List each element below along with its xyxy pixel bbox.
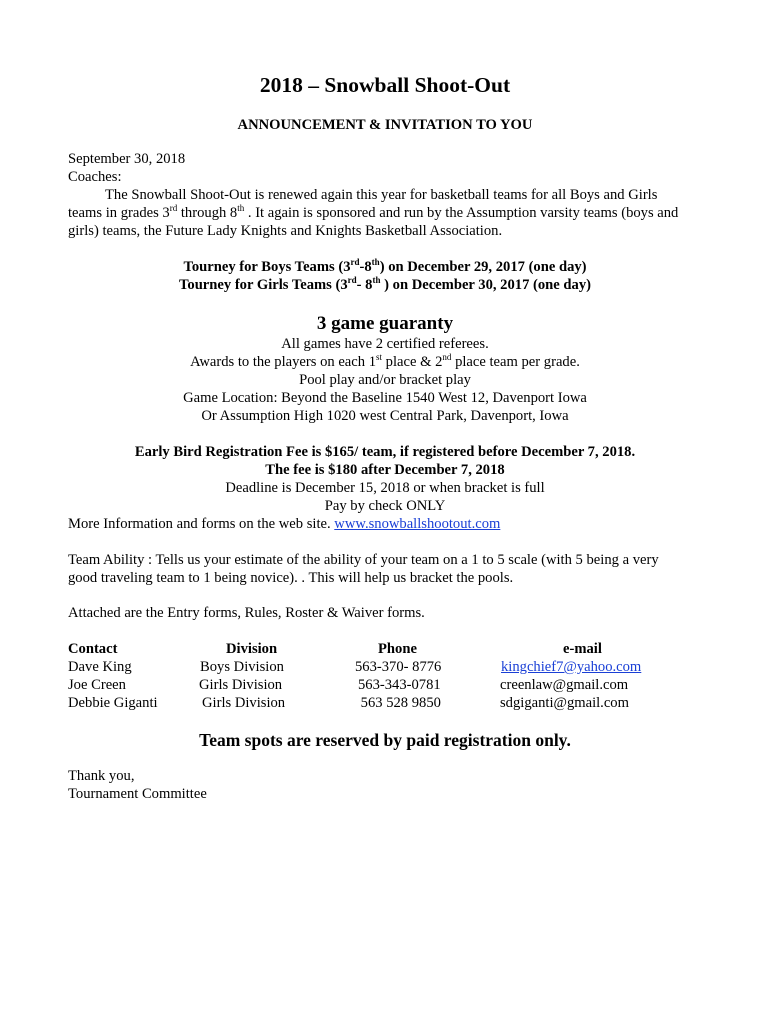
closing-signature: Tournament Committee (68, 786, 207, 802)
intro-line-3: girls) teams, the Future Lady Knights and Knights Basketball Association. (68, 223, 503, 239)
registration-deadline: Deadline is December 15, 2018 or when bracket is full (225, 480, 545, 496)
contact-phone: 563-370- 8776 (355, 659, 442, 675)
contact-division: Boys Division (200, 659, 284, 675)
attached-forms: Attached are the Entry forms, Rules, Roster & Waiver forms. (68, 605, 425, 621)
website-link[interactable]: www.snowballshootout.com (334, 516, 501, 532)
page-subtitle: ANNOUNCEMENT & INVITATION TO YOU (237, 117, 533, 133)
guaranty-awards: Awards to the players on each 1st place & 2nd place team per grade. (190, 352, 580, 370)
early-bird-fee: Early Bird Registration Fee is $165/ team, if registered before December 7, 2018. (134, 444, 636, 460)
page-title: 2018 – Snowball Shoot-Out (259, 73, 511, 97)
contacts-header-division: Division (226, 641, 278, 657)
game-location-1: Game Location: Beyond the Baseline 1540 West 12, Davenport Iowa (183, 390, 587, 406)
guaranty-heading: 3 game guaranty (316, 313, 454, 334)
tourney-girls: Tourney for Girls Teams (3rd- 8th ) on December 30, 2017 (one day) (179, 275, 591, 293)
intro-line-2: teams in grades 3rd through 8th . It again is sponsored and run by the Assumption varsity teams (boys and (68, 203, 679, 221)
contacts-header-contact: Contact (68, 641, 118, 657)
contacts-header-phone: Phone (378, 641, 417, 657)
tourney-boys: Tourney for Boys Teams (3rd-8th) on December 29, 2017 (one day) (183, 257, 587, 275)
team-ability-line-2: good traveling team to 1 being novice). . This will help us bracket the pools. (68, 570, 514, 586)
contact-name: Debbie Giganti (68, 695, 158, 711)
contact-email: sdgiganti@gmail.com (500, 695, 629, 711)
contact-email-link[interactable]: kingchief7@yahoo.com (501, 659, 642, 675)
contact-division: Girls Division (199, 677, 283, 693)
contact-phone: 563-343-0781 (358, 677, 441, 693)
letter-date: September 30, 2018 (68, 151, 186, 167)
contact-name: Joe Creen (68, 677, 126, 693)
contact-phone: 563 528 9850 (357, 695, 441, 711)
closing-thanks: Thank you, (68, 768, 135, 784)
guaranty-referees: All games have 2 certified referees. (281, 336, 489, 352)
contacts-header-email: e-mail (563, 641, 602, 657)
late-fee: The fee is $180 after December 7, 2018 (265, 462, 505, 478)
contact-division: Girls Division (202, 695, 286, 711)
more-info-line (68, 515, 500, 533)
intro-line-1: The Snowball Shoot-Out is renewed again this year for basketball teams for all Boys and Girls (105, 187, 658, 203)
reserved-notice: Team spots are reserved by paid registration only. (199, 730, 571, 750)
contact-name: Dave King (68, 659, 132, 675)
salutation: Coaches: (68, 169, 122, 185)
payment-method: Pay by check ONLY (324, 498, 446, 514)
contact-email: creenlaw@gmail.com (500, 677, 629, 693)
game-location-2: Or Assumption High 1020 west Central Park, Davenport, Iowa (201, 408, 569, 424)
team-ability-line-1: Team Ability : Tells us your estimate of the ability of your team on a 1 to 5 scale (with 5 being a very (68, 552, 659, 568)
guaranty-play-format: Pool play and/or bracket play (299, 372, 471, 388)
more-info-text: More Information and forms on the web site. (68, 516, 335, 532)
